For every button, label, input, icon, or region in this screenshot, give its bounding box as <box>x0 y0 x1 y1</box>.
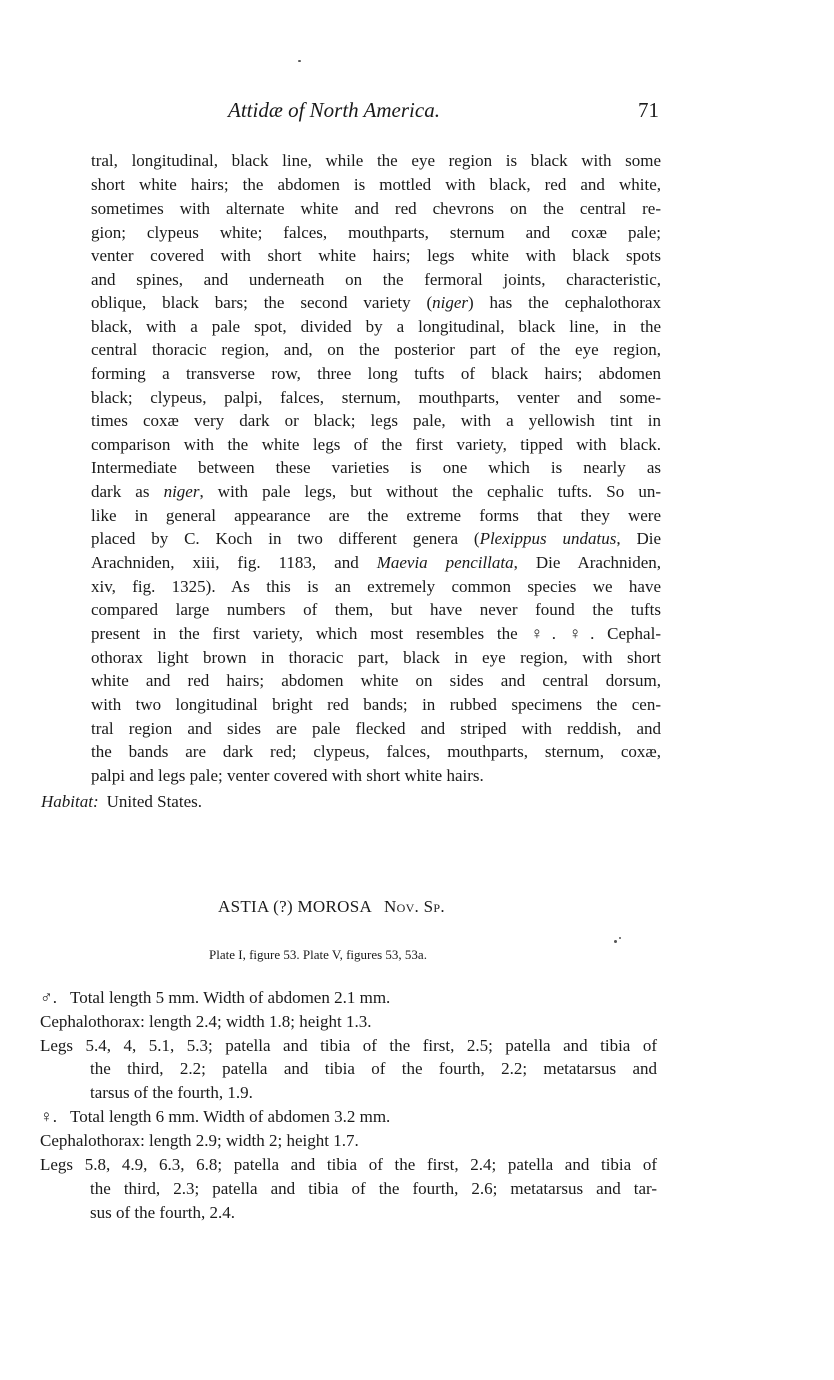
body-line: and spines, and underneath on the fermoral joints, characteristic, <box>91 270 661 289</box>
body-line: oblique, black bars; the second variety (niger) has the cephalothorax <box>91 293 661 312</box>
body-line: times coxæ very dark or black; legs pale, with a yellowish tint in <box>91 411 661 430</box>
body-line: white and red hairs; abdomen white on sides and central dorsum, <box>91 671 661 690</box>
habitat-value: United States. <box>106 792 202 811</box>
body-line: black; clypeus, palpi, falces, sternum, mouthparts, venter and some- <box>91 388 661 407</box>
stray-mark <box>298 60 301 62</box>
body-line: tral, longitudinal, black line, while the eye region is black with some <box>91 151 661 170</box>
page-number: 71 <box>638 98 659 122</box>
habitat <box>41 791 202 813</box>
habitat-label: Habitat: <box>41 792 99 811</box>
body-line: forming a transverse row, three long tufts of black hairs; abdomen <box>91 364 661 383</box>
species-name: ASTIA (?) MOROSA <box>218 897 373 916</box>
body-line: with two longitudinal bright red bands; in rubbed specimens the cen- <box>91 695 661 714</box>
male-cephalothorax: Cephalothorax: length 2.4; width 1.8; height 1.3. <box>40 1012 372 1031</box>
body-line: dark as niger, with pale legs, but without the cephalic tufts. So un- <box>91 482 661 501</box>
female-legs-continued: the third, 2.3; patella and tibia of the fourth, 2.6; metatarsus and tar- <box>90 1179 657 1198</box>
stray-mark <box>619 937 621 939</box>
body-line: Arachniden, xiii, fig. 1183, and Maevia pencillata, Die Arachniden, <box>91 553 662 572</box>
body-line: present in the first variety, which most resembles the ♀. ♀. Cephal- <box>91 624 661 643</box>
male-legs: Legs 5.4, 4, 5.1, 5.3; patella and tibia of the first, 2.5; patella and tibia of <box>40 1036 657 1055</box>
running-title: Attidæ of North America. <box>228 98 440 122</box>
male-total <box>40 987 390 1009</box>
body-line: gion; clypeus white; falces, mouthparts, sternum and coxæ pale; <box>91 223 661 242</box>
body-line: tral region and sides are pale flecked and striped with reddish, and <box>91 719 661 738</box>
female-cephalothorax: Cephalothorax: length 2.9; width 2; height 1.7. <box>40 1131 359 1150</box>
body-line: palpi and legs pale; venter covered with short white hairs. <box>91 766 484 785</box>
body-line: sometimes with alternate white and red chevrons on the central re- <box>91 199 661 218</box>
body-line: comparison with the white legs of the first variety, tipped with black. <box>91 435 661 454</box>
body-line: black, with a pale spot, divided by a longitudinal, black line, in the <box>91 317 661 336</box>
male-legs-continued: the third, 2.2; patella and tibia of the fourth, 2.2; metatarsus and <box>90 1059 657 1078</box>
species-heading <box>218 897 445 917</box>
body-line: Intermediate between these varieties is one which is nearly as <box>91 458 661 477</box>
body-line: othorax light brown in thoracic part, black in eye region, with short <box>91 648 661 667</box>
body-line: like in general appearance are the extreme forms that they were <box>91 506 661 525</box>
stray-mark <box>614 940 617 943</box>
female-legs: Legs 5.8, 4.9, 6.3, 6.8; patella and tibia of the first, 2.4; patella and tibia of <box>40 1155 657 1174</box>
male-legs-continued: tarsus of the fourth, 1.9. <box>90 1083 253 1102</box>
body-line: the bands are dark red; clypeus, falces, mouthparts, sternum, coxæ, <box>91 742 661 761</box>
male-total-text: Total length 5 mm. Width of abdomen 2.1 mm. <box>70 988 391 1007</box>
body-line: venter covered with short white hairs; legs white with black spots <box>91 246 661 265</box>
body-line: compared large numbers of them, but have never found the tufts <box>91 600 661 619</box>
female-total <box>40 1106 390 1128</box>
female-legs-continued: sus of the fourth, 2.4. <box>90 1203 235 1222</box>
body-line: xiv, fig. 1325). As this is an extremely common species we have <box>91 577 661 596</box>
plate-reference: Plate I, figure 53. Plate V, figures 53, 53a. <box>209 947 427 962</box>
female-total-text: Total length 6 mm. Width of abdomen 3.2 mm. <box>70 1107 391 1126</box>
body-line: placed by C. Koch in two different genera (Plexippus undatus, Die <box>91 529 661 548</box>
species-status: Nov. Sp. <box>384 897 445 916</box>
body-line: short white hairs; the abdomen is mottled with black, red and white, <box>91 175 661 194</box>
male-symbol: ♂. <box>40 988 57 1007</box>
female-symbol: ♀. <box>40 1107 57 1126</box>
body-line: central thoracic region, and, on the posterior part of the eye region, <box>91 340 661 359</box>
